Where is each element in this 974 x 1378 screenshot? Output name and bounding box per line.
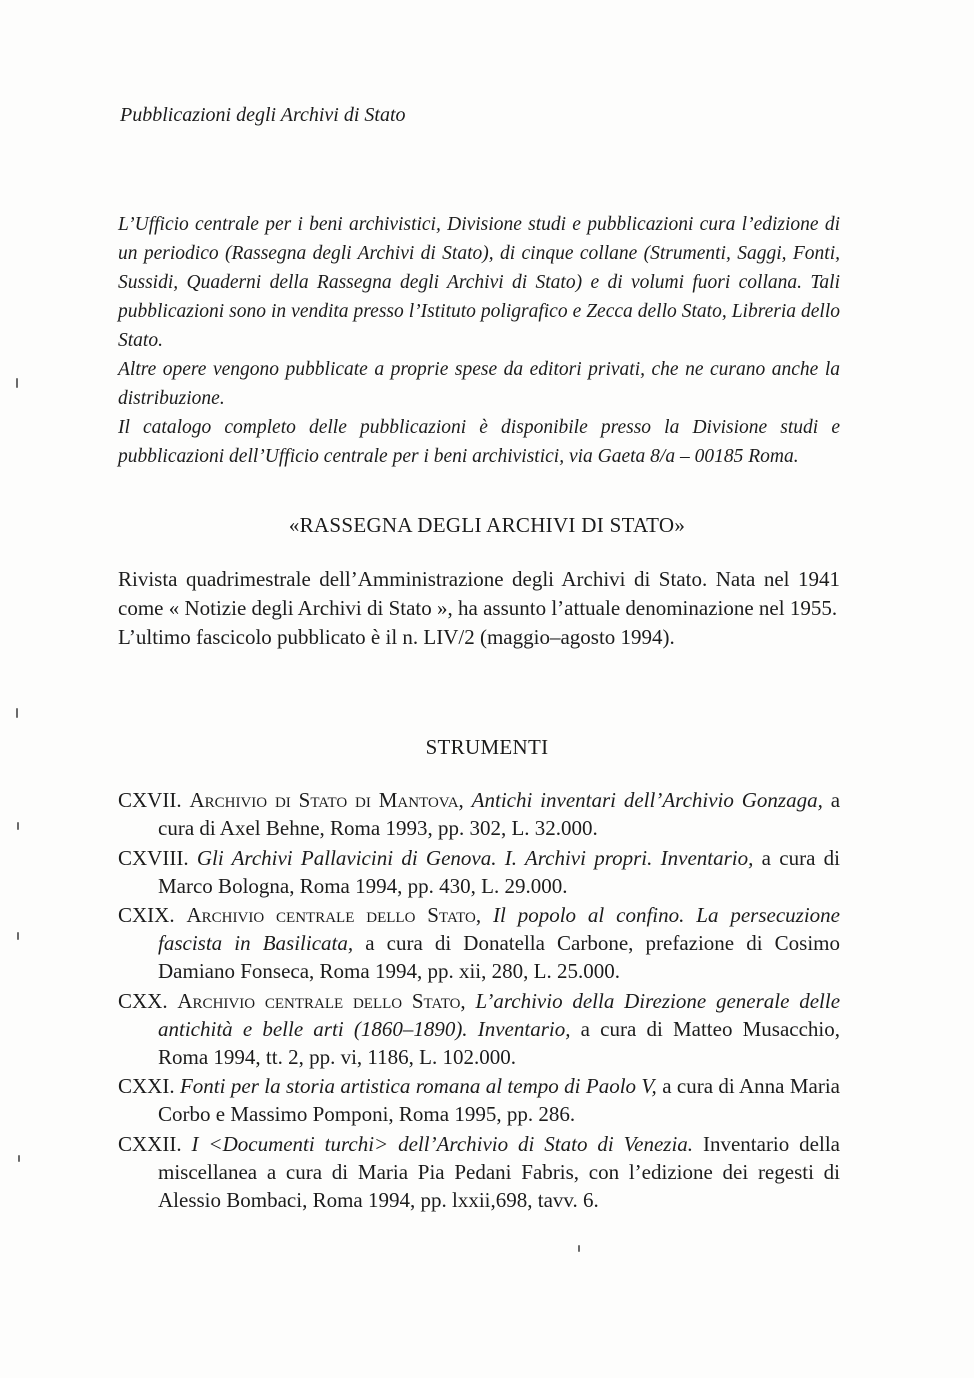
intro-section: [118, 210, 840, 471]
rassegna-description: [118, 565, 840, 652]
entry-details: a cura di Matteo Musacchio, Roma 1994, tt. 2, pp. vi, 1186, L. 102.000.: [158, 1016, 841, 1069]
entry-author: Archivio centrale dello Stato,: [186, 903, 482, 927]
entry-details: a cura di Axel Behne, Roma 1993, pp. 302, L. 32.000.: [158, 788, 841, 840]
entry-number: CXVII.: [118, 788, 182, 812]
entry-title: I <Documenti turchi> dell’Archivio di Stato di Venezia.: [191, 1131, 694, 1156]
entry-title: Fonti per la storia artistica romana al tempo di Paolo V,: [179, 1074, 657, 1098]
list-item: [118, 1130, 840, 1214]
list-item: [118, 1072, 840, 1128]
strumenti-heading: STRUMENTI: [425, 735, 549, 759]
intro-paragraph: Altre opere vengono pubblicate a proprie spese da editori privati, che ne curano anche la distribuzione.: [118, 359, 840, 409]
rassegna-paragraph: Rivista quadrimestrale dell’Amministrazione degli Archivi di Stato. Nata nel 1941 come « Notizie degli Archivi di Stato », ha assunto l’attuale denominazione nel 1955.: [118, 567, 840, 620]
entry-number: CXVIII.: [118, 845, 189, 870]
entry-title: L’archivio della Direzione generale delle antichità e belle arti (1860–1890). Inventario,: [158, 988, 841, 1041]
entry-title: Il popolo al confino. La persecuzione fascista in Basilicata,: [158, 903, 840, 955]
scan-mark: [17, 822, 19, 830]
entry-number: CXIX.: [118, 903, 175, 927]
list-item: [118, 844, 840, 900]
entry-title: Gli Archivi Pallavicini di Genova. I. Archivi propri. Inventario,: [196, 845, 754, 870]
rassegna-heading: «RASSEGNA DEGLI ARCHIVI DI STATO»: [288, 513, 686, 537]
entry-author: Archivio di Stato di Mantova,: [189, 788, 464, 812]
entry-details: a cura di Marco Bologna, Roma 1994, pp. 430, L. 29.000.: [158, 845, 841, 898]
entry-details: Inventario della miscellanea a cura di Maria Pia Pedani Fabris, con l’edizione dei regesti di Alessio Bombaci, Roma 1994, pp. lxxii,698, tavv. 6.: [158, 1131, 840, 1212]
scan-mark: [16, 708, 18, 718]
intro-paragraph: L’Ufficio centrale per i beni archivistici, Divisione studi e pubblicazioni cura l’edizione di un periodico (Rassegna degli Archivi di Stato), di cinque collane (Strumenti, Saggi, Fonti, Sussidi, Quaderni della Rassegna degli Archivi di Stato) e di volumi fuori collana. Tali pubblicazioni sono in vendita presso l’Istituto poligrafico e Zecca dello Stato, Libreria dello Stato.: [118, 214, 840, 351]
entry-title: Antichi inventari dell’Archivio Gonzaga,: [471, 788, 823, 812]
entry-number: CXXI.: [118, 1074, 175, 1098]
entry-author: Archivio centrale dello Stato,: [177, 988, 466, 1013]
entry-details: a cura di Anna Maria Corbo e Massimo Pomponi, Roma 1995, pp. 286.: [158, 1074, 840, 1126]
entry-details: a cura di Donatella Carbone, prefazione di Cosimo Damiano Fonseca, Roma 1994, pp. xii, 280, L. 25.000.: [158, 931, 840, 983]
intro-paragraph: Il catalogo completo delle pubblicazioni è disponibile presso la Divisione studi e pubblicazioni dell’Ufficio centrale per i beni archivistici, via Gaeta 8/a – 00185 Roma.: [118, 417, 840, 467]
rassegna-paragraph: L’ultimo fascicolo pubblicato è il n. LIV/2 (maggio–agosto 1994).: [118, 625, 675, 649]
entry-number: CXXII.: [118, 1131, 182, 1156]
scan-mark: [18, 1155, 20, 1162]
strumenti-list: [118, 786, 840, 1215]
running-head: Pubblicazioni degli Archivi di Stato: [120, 104, 406, 126]
scan-mark: [17, 932, 19, 940]
scan-mark: [578, 1245, 580, 1252]
entry-number: CXX.: [118, 988, 168, 1013]
scan-mark: [16, 378, 18, 388]
list-item: [118, 901, 840, 985]
list-item: [118, 786, 840, 842]
list-item: [118, 987, 840, 1071]
